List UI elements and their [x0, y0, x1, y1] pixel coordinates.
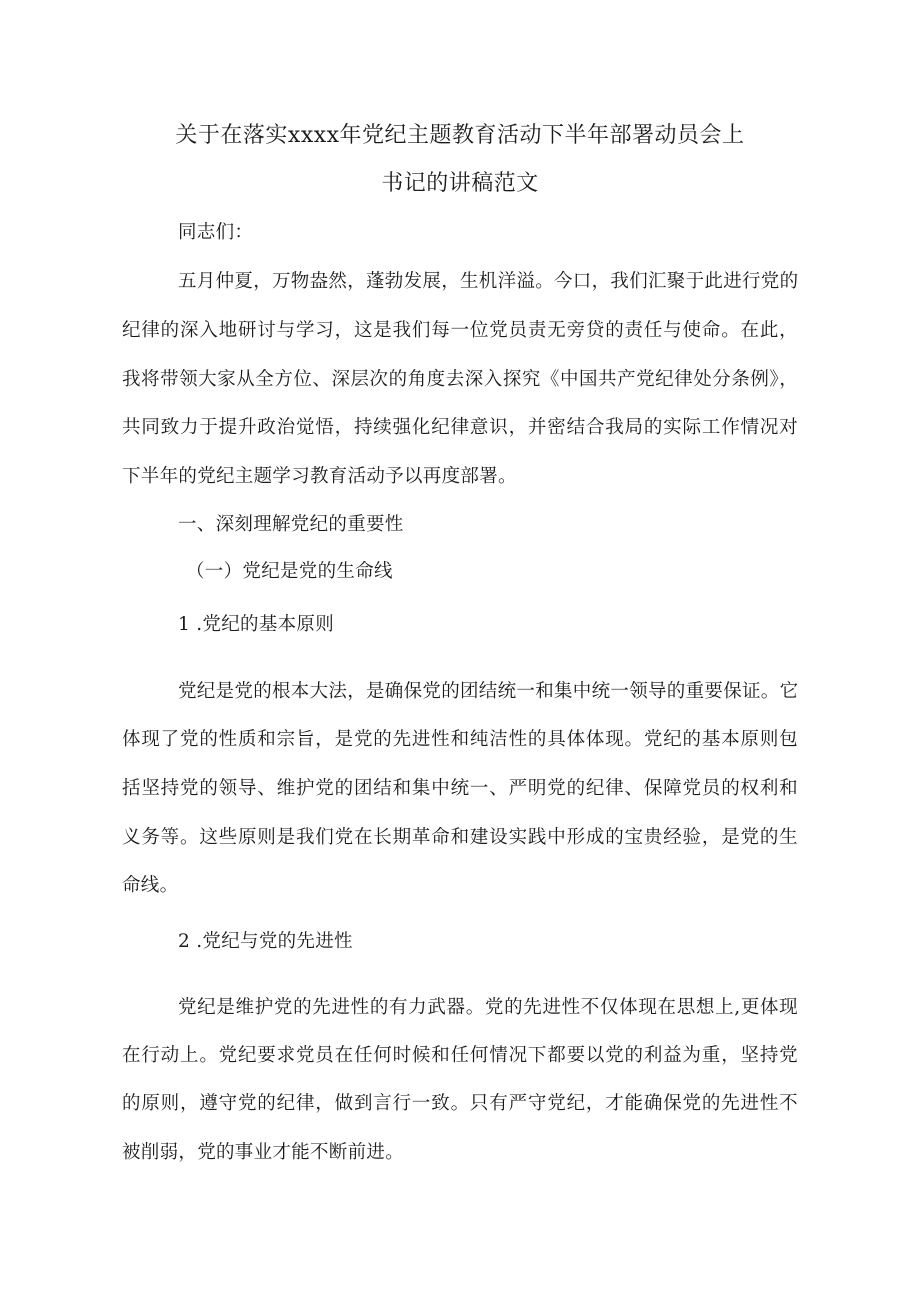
- paragraph-1-line-5: 下半年的党纪主题学习教育活动予以再度部署。: [122, 466, 517, 487]
- subsection-heading-1: （一）党纪是党的生命线: [186, 561, 393, 582]
- document-title-line-1: 关于在落实xxxx年党纪主题教育活动下半年部署动员会上: [175, 123, 745, 148]
- paragraph-1-line-3: 我将带领大家从全方位、深层次的角度去深入探究《中国共产党纪律处分条例》，: [122, 369, 798, 390]
- paragraph-3-line-1: 党纪是维护党的先进性的有力武器。党的先进性不仅体现在思想上,更体现: [178, 997, 798, 1018]
- paragraph-3-line-2: 在行动上。党纪要求党员在任何时候和任何情况下都要以党的利益为重，坚持党: [122, 1045, 798, 1066]
- paragraph-2-line-3: 括坚持党的领导、维护党的团结和集中统一、严明党的纪律、保障党员的权利和: [122, 778, 798, 799]
- paragraph-1-line-2: 纪律的深入地研讨与学习，这是我们每一位党员责无旁贷的责任与使命。在此，: [122, 320, 798, 341]
- item-heading-1: 1 .党纪的基本原则: [178, 614, 335, 635]
- section-heading-1: 一、深刻理解党纪的重要性: [178, 514, 404, 535]
- paragraph-2-line-5: 命线。: [122, 875, 179, 896]
- paragraph-3-line-3: 的原则，遵守党的纪律，做到言行一致。只有严守党纪，才能确保党的先进性不: [122, 1093, 798, 1114]
- salutation: 同志们：: [178, 222, 254, 243]
- paragraph-2-line-1: 党纪是党的根本大法，是确保党的团结统一和集中统一领导的重要保证。它: [178, 681, 799, 702]
- paragraph-3-line-4: 被削弱，党的事业才能不断前进。: [122, 1142, 405, 1163]
- item-heading-2: 2 .党纪与党的先进性: [178, 931, 353, 952]
- document-title-line-2: 书记的讲稿范文: [381, 171, 539, 196]
- paragraph-1-line-1: 五月仲夏，万物盎然，蓬勃发展，生机洋溢。今口，我们汇聚于此进行党的: [178, 271, 799, 292]
- paragraph-2-line-4: 义务等。这些原则是我们党在长期革命和建设实践中形成的宝贵经验，是党的生: [122, 827, 798, 848]
- paragraph-2-line-2: 体现了党的性质和宗旨，是党的先进性和纯洁性的具体体现。党纪的基本原则包: [122, 729, 798, 750]
- paragraph-1-line-4: 共同致力于提升政治觉悟，持续强化纪律意识，并密结合我局的实际工作情况对: [122, 417, 798, 438]
